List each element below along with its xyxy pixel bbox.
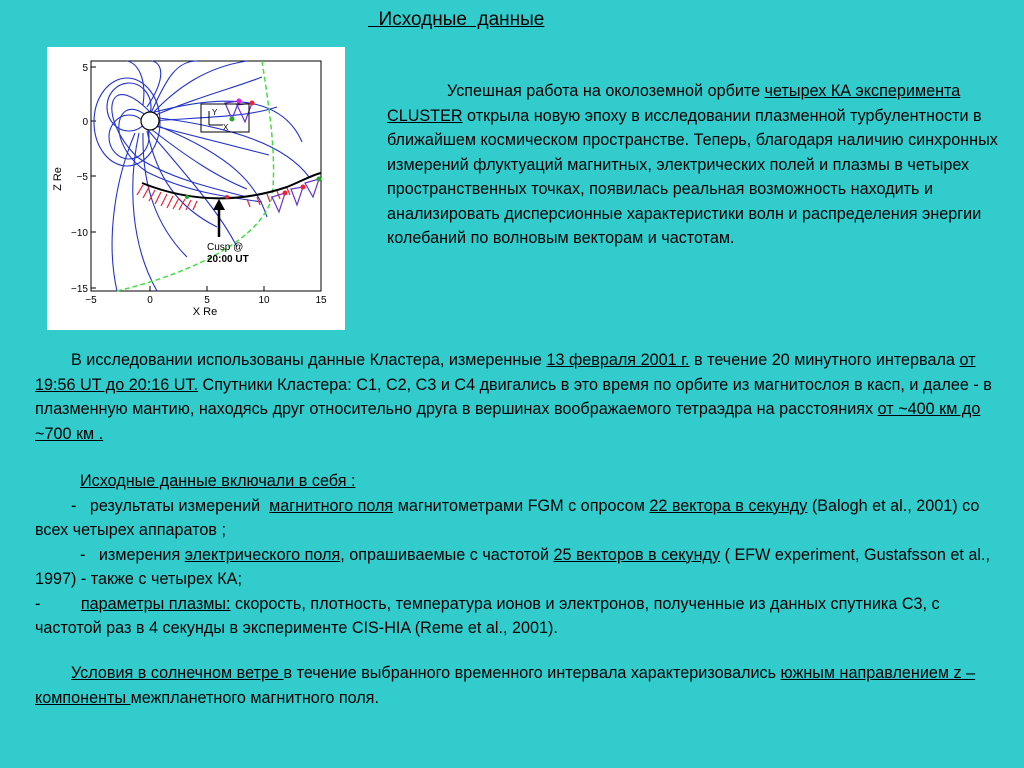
field-lines: [94, 61, 309, 291]
xtick-label: −5: [85, 295, 97, 306]
solar-wind-underlined: Условия в солнечном ветре: [70, 664, 284, 682]
magnetosphere-figure: [47, 47, 345, 330]
intro-text-1: Успешная работа на околоземной орбите: [447, 82, 765, 100]
z-component-underlined: южным направлением z –компоненты: [35, 664, 976, 707]
earth-circle: [141, 112, 159, 130]
ytick-label: 0: [82, 117, 88, 128]
ytick-label: −10: [71, 228, 88, 239]
para2-text-2: в течение 20 минутного интервала: [689, 351, 960, 369]
magnetopause-boundary: [117, 61, 274, 291]
list-heading-line: [35, 469, 1005, 494]
list-item: - параметры плазмы: скорость, плотность, температура ионов и электронов, полученные из данных спутника С3, с частотой раз в 4 секунды в эксперименте CIS-HIA (Reme et al., 2001).: [35, 594, 940, 637]
list-item: - измерения электрического поля, опрашиваемые с частотой 25 векторов в секунду ( EFW experiment, Gustafsson et al., 1997) - также с четырех КА;: [35, 545, 990, 588]
inset-y-label: Y: [212, 108, 218, 117]
ytick-label: 5: [82, 63, 88, 74]
inset-x-label: X: [223, 123, 229, 132]
data-source-paragraph: [35, 348, 1005, 446]
cusp-arrowhead: [213, 199, 225, 210]
para2-time-interval: от 19:56 UT до 20:16 UT.: [35, 351, 976, 394]
solar-wind-paragraph: Условия в солнечном ветре в течение выбранного временного интервала характеризовались южным направлением z –компоненты межпланетного магнитного поля.: [35, 664, 976, 707]
tick-marks: [91, 67, 321, 291]
intro-text-2: открыла новую эпоху в исследовании плазменной турбулентности в ближайшем космическом пространстве. Теперь, благодаря наличию синхронных измерений флуктуаций магнитных, электрических полей и плазмы в четырех пространственных точках, появилась реальная возможность находить и анализировать дисперсионные характеристики волн и распределения энергии колебаний по волновым векторам и частотам.: [387, 106, 998, 247]
cusp-label-line2: 20:00 UT: [207, 254, 249, 265]
input-data-list: [35, 469, 1005, 641]
cusp-label-line1: Cusp @: [207, 242, 244, 253]
para2-text-3: Спутники Кластера: С1, С2, С3 и С4 двигались в это время по орбите из магнитослоя в касп, и далее - в плазменную мантию, находясь друг относительно друга в вершинах воображаемого тетраэдра на расстояниях: [35, 375, 992, 418]
list-heading: Исходные данные включали в себя :: [79, 472, 356, 490]
z-axis-label: Z Re: [52, 167, 64, 191]
intro-underlined: четырех КА эксперимента CLUSTER: [387, 82, 961, 125]
xtick-label: 15: [315, 295, 327, 306]
xtick-label: 0: [147, 295, 153, 306]
intro-paragraph: [387, 79, 999, 251]
xtick-label: 10: [258, 295, 270, 306]
para2-text-1: В исследовании использованы данные Кластера, измеренные: [35, 351, 547, 369]
ytick-label: −15: [71, 284, 88, 295]
page-title: Исходные данные: [368, 9, 545, 30]
ytick-label: −5: [76, 172, 88, 183]
para2-distance: от ~400 км до ~700 км .: [35, 400, 981, 443]
xtick-label: 5: [204, 295, 210, 306]
x-axis-label: X Re: [192, 306, 218, 318]
para2-date: 13 февраля 2001 г.: [546, 351, 690, 369]
list-item: - результаты измерений магнитного поля магнитометрами FGM с опросом 22 вектора в секунду (Balogh et al., 2001) со всех четырех аппаратов ;: [35, 496, 980, 539]
